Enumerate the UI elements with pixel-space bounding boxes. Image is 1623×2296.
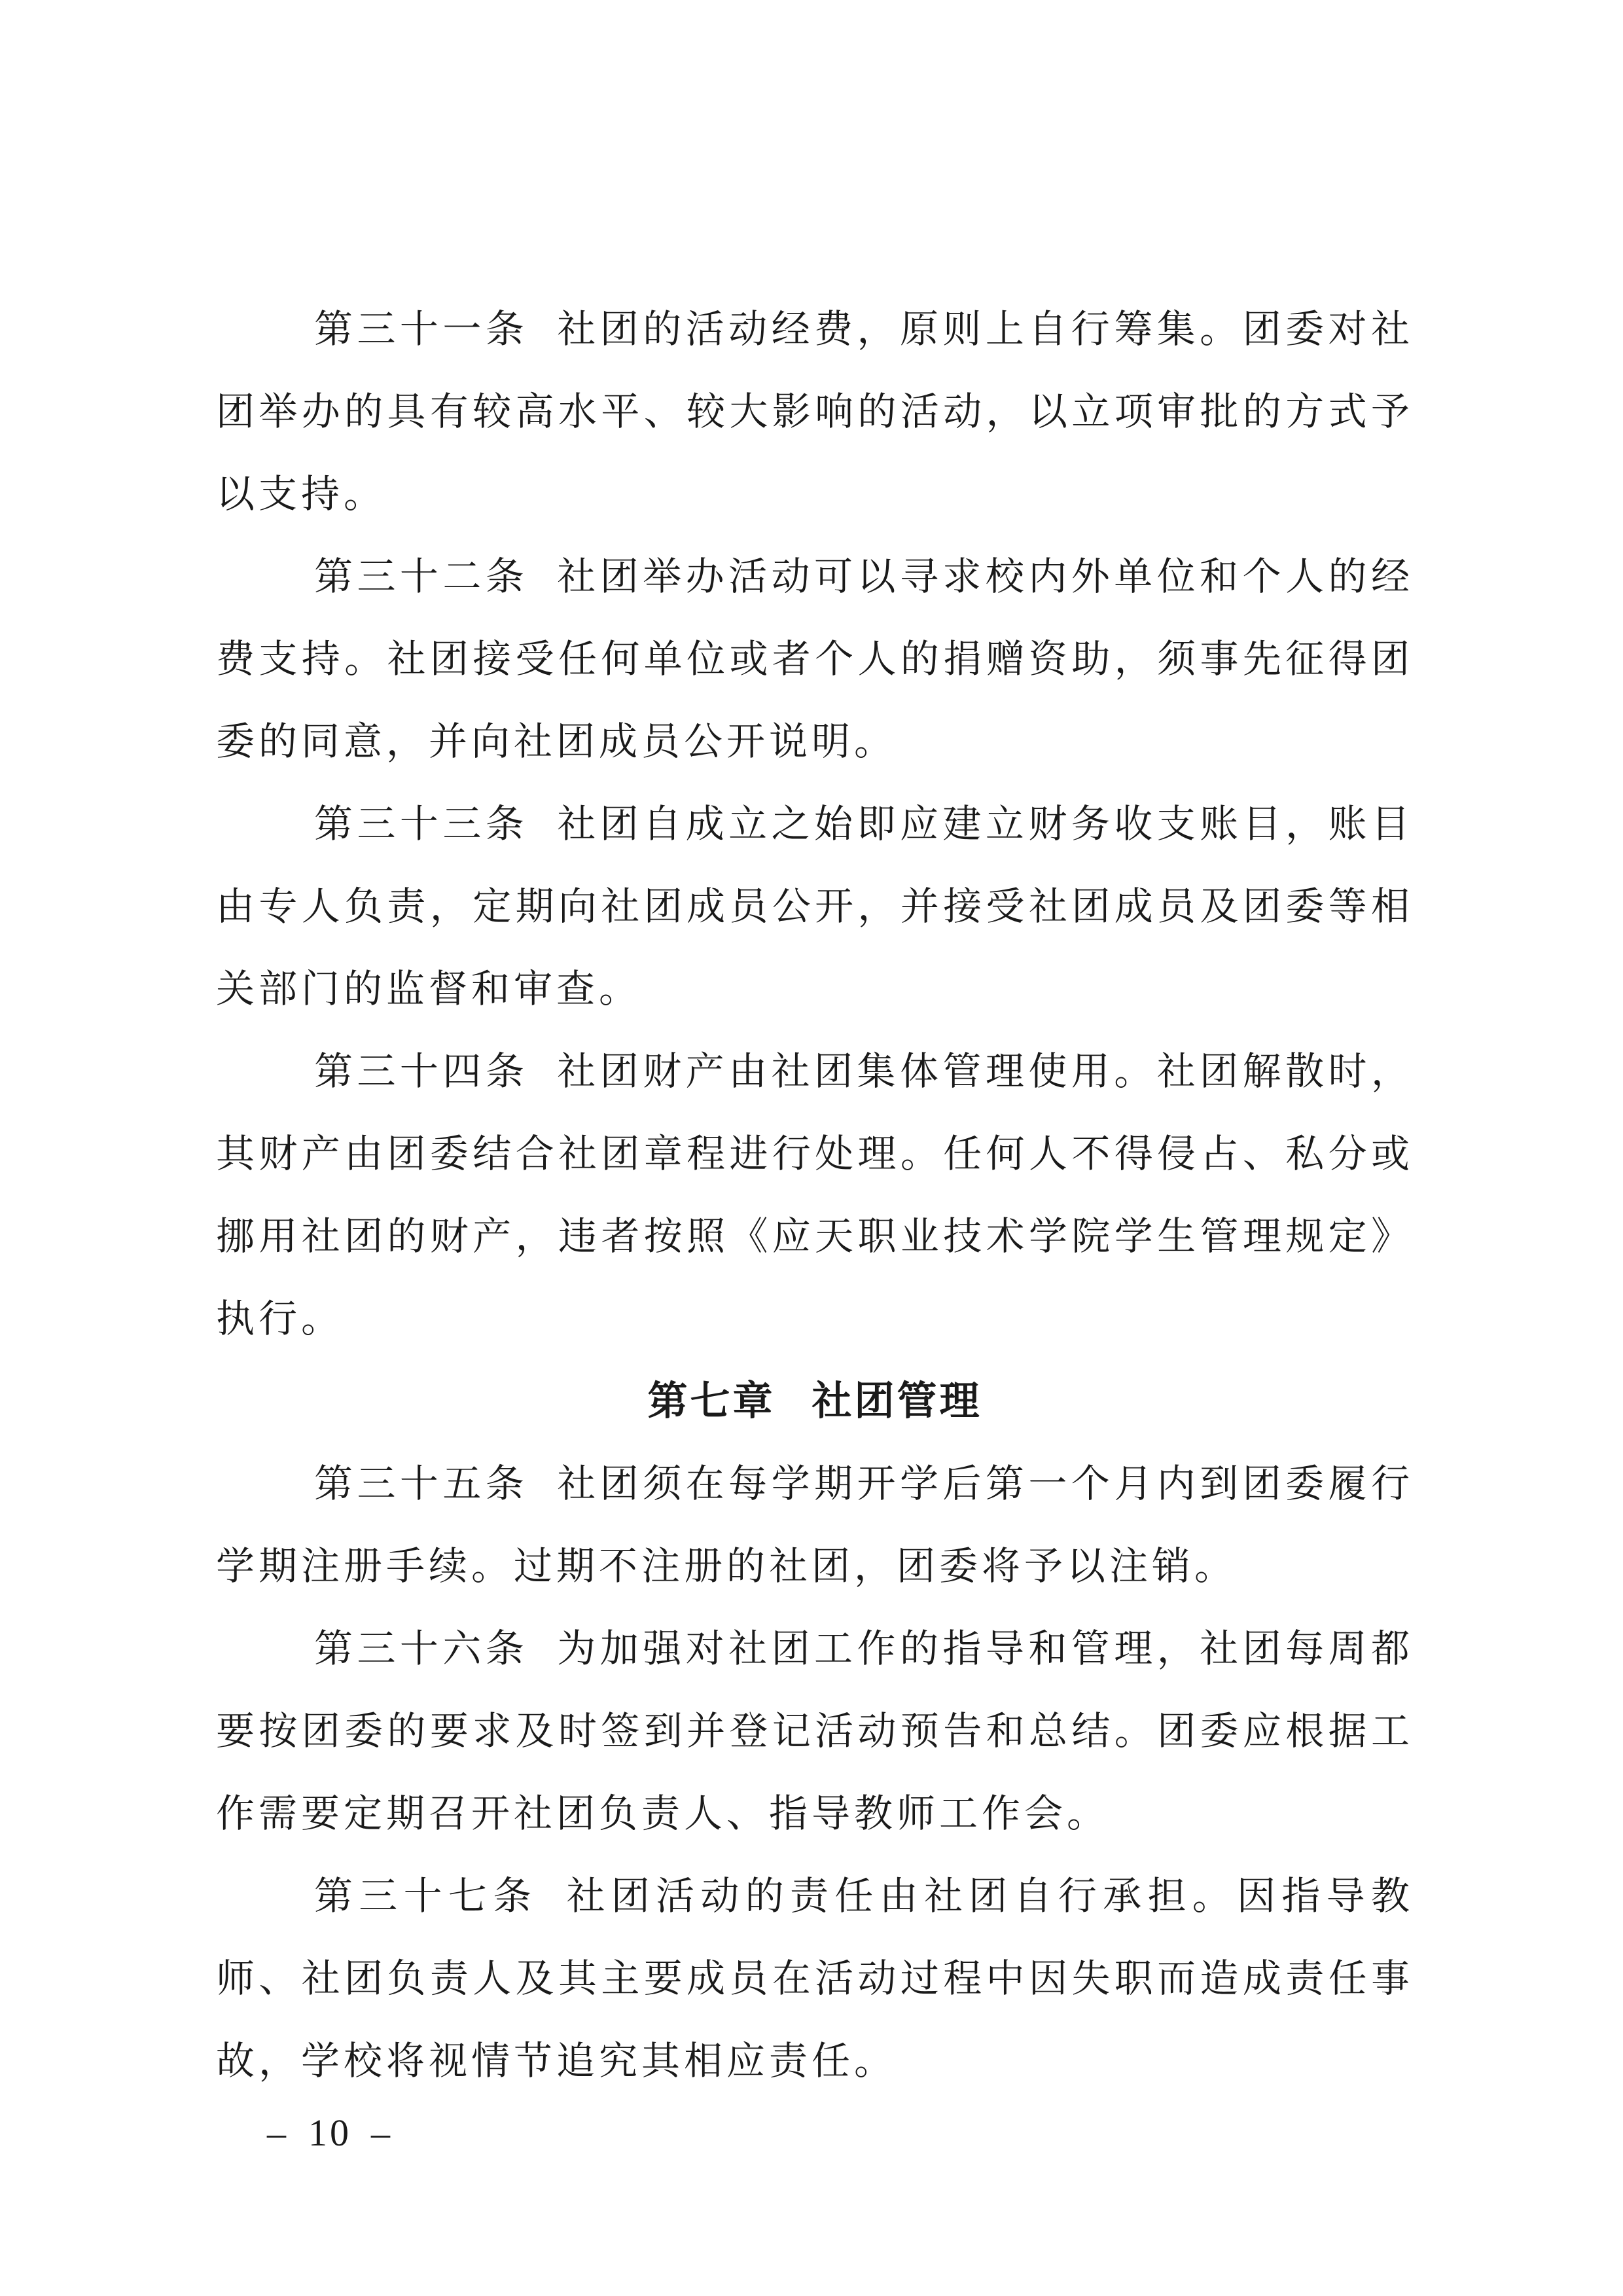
page-body [216, 288, 1414, 2102]
article-number: 第三十四条 [314, 1049, 529, 1094]
article-31 [216, 288, 1414, 535]
article-33 [216, 783, 1414, 1030]
article-number: 第三十二条 [314, 554, 529, 599]
article-text: 社团的活动经费，原则上自行筹集。团委对社团举办的具有较高水平、较大影响的活动，以立项审批的方式予以支持。 [216, 306, 1414, 516]
chapter-title: 社团管理 [812, 1378, 982, 1424]
article-text: 社团活动的责任由社团自行承担。因指导教师、社团负责人及其主要成员在活动过程中因失职而造成责任事故，学校将视情节追究其相应责任。 [216, 1873, 1414, 2083]
chapter-number: 第七章 [647, 1378, 776, 1424]
article-text: 社团举办活动可以寻求校内外单位和个人的经费支持。社团接受任何单位或者个人的捐赠资助，须事先征得团委的同意，并向社团成员公开说明。 [216, 554, 1414, 764]
page-number-dash-left: – [267, 2111, 289, 2154]
page-number-value: 10 [308, 2111, 351, 2154]
article-34 [216, 1030, 1414, 1360]
article-number: 第三十七条 [314, 1873, 538, 1918]
page-number-dash-right: – [371, 2111, 393, 2154]
article-number: 第三十三条 [314, 801, 529, 846]
article-number: 第三十五条 [314, 1461, 529, 1506]
page-number [247, 2111, 412, 2155]
article-number: 第三十六条 [314, 1626, 529, 1671]
article-37 [216, 1855, 1414, 2102]
article-35 [216, 1443, 1414, 1607]
article-number: 第三十一条 [314, 306, 529, 351]
article-text: 为加强对社团工作的指导和管理，社团每周都要按团委的要求及时签到并登记活动预告和总结。团委应根据工作需要定期召开社团负责人、指导教师工作会。 [216, 1626, 1414, 1836]
article-text: 社团财产由社团集体管理使用。社团解散时，其财产由团委结合社团章程进行处理。任何人不得侵占、私分或挪用社团的财产，违者按照《应天职业技术学院学生管理规定》执行。 [216, 1049, 1414, 1341]
article-36 [216, 1607, 1414, 1855]
article-32 [216, 535, 1414, 783]
article-text: 社团须在每学期开学后第一个月内到团委履行学期注册手续。过期不注册的社团，团委将予以注销。 [216, 1461, 1414, 1588]
article-text: 社团自成立之始即应建立财务收支账目，账目由专人负责，定期向社团成员公开，并接受社团成员及团委等相关部门的监督和审查。 [216, 801, 1414, 1011]
chapter-heading [216, 1360, 1414, 1443]
